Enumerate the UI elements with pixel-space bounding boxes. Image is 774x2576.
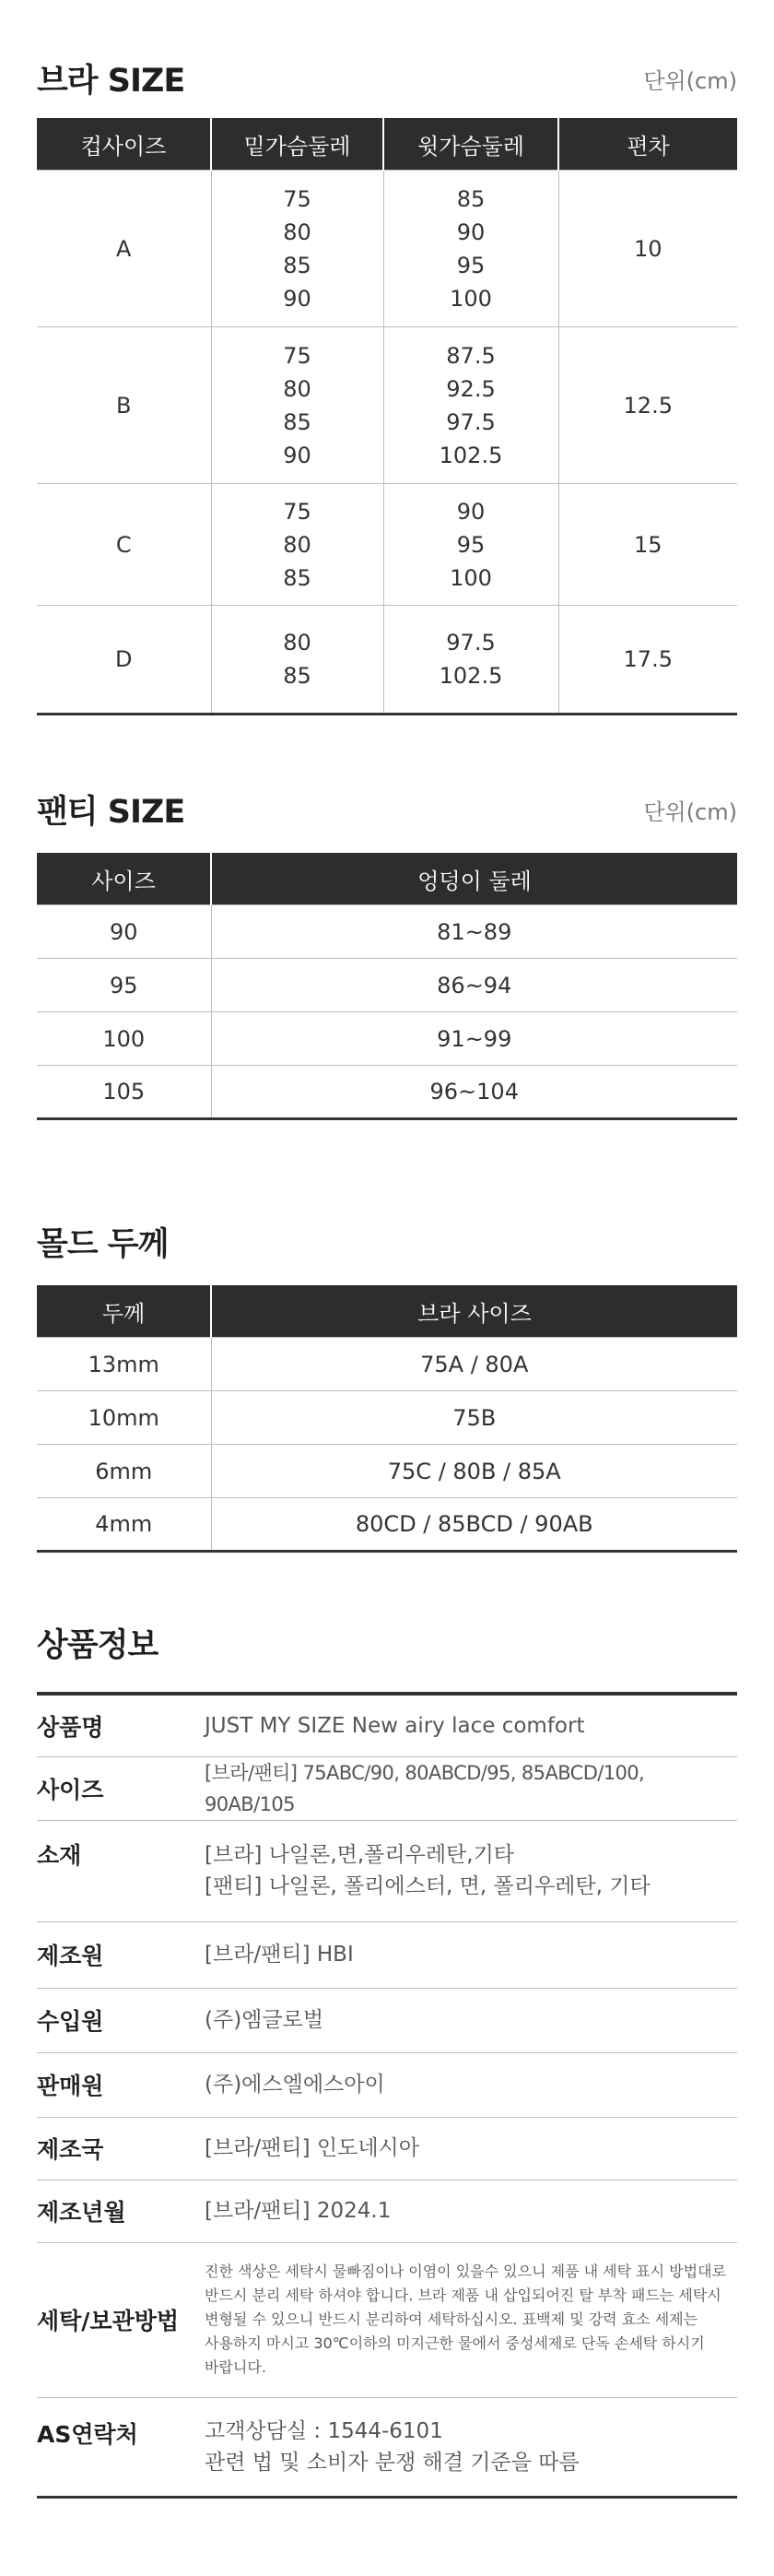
underbust-cell [211, 484, 383, 606]
underbust-cell [211, 171, 383, 327]
column-header: 두께 [37, 1285, 211, 1338]
bra-size-title: 브라 SIZE [37, 63, 185, 100]
info-line: (주)엠글로벌 [205, 2008, 324, 2032]
underbust-value: 75 [283, 498, 311, 525]
info-row [37, 2397, 737, 2497]
bra-size-cell: 75B [211, 1391, 737, 1445]
overbust-value: 90 [456, 498, 486, 525]
table-row [37, 1391, 737, 1445]
mold-table [37, 1285, 737, 1553]
overbust-value: 95 [456, 252, 486, 278]
info-line: [브라/팬티] HBI [205, 1943, 354, 1967]
hip-cell: 91~99 [211, 1012, 737, 1066]
table-row [37, 959, 737, 1012]
info-line: 변형될 수 있으니 반드시 분리하여 세탁하십시오. 표백제 및 강력 효소 세제는 [205, 2310, 698, 2328]
underbust-value: 90 [283, 442, 311, 468]
underbust-value: 75 [283, 342, 311, 369]
bra-size-section [37, 55, 737, 719]
product-info-table [37, 1692, 737, 2499]
info-line: 반드시 분리 세탁 하셔야 합니다. 브라 제품 내 삽입되어진 탈 부착 패드는 세탁시 [205, 2286, 721, 2304]
info-key: AS연락처 [37, 2397, 205, 2497]
table-row [37, 1012, 737, 1066]
column-header: 엉덩이 둘레 [211, 853, 737, 905]
bra-size-cell: 80CD / 85BCD / 90AB [211, 1498, 737, 1552]
info-row [37, 1756, 737, 1820]
mold-section [37, 1219, 737, 1569]
size-cell: 105 [37, 1066, 211, 1119]
table-row [37, 327, 737, 484]
info-key: 제조년월 [37, 2180, 205, 2242]
info-value [205, 1694, 737, 1756]
info-line: 고객상담실 : 1544-6101 [205, 2418, 443, 2443]
overbust-value: 102.5 [439, 442, 503, 468]
thickness-cell: 4mm [37, 1498, 211, 1552]
info-key: 제조국 [37, 2117, 205, 2180]
info-line: 진한 색상은 세탁시 물빠짐이나 이염이 있을수 있으니 제품 내 세탁 표시 방법대로 [205, 2263, 726, 2280]
info-key: 수입원 [37, 1988, 205, 2052]
info-line: (주)에스엘에스아이 [205, 2073, 385, 2097]
underbust-value: 85 [283, 252, 311, 278]
overbust-value: 95 [456, 531, 486, 558]
table-row [37, 484, 737, 606]
panty-size-section [37, 786, 737, 1137]
info-key: 소재 [37, 1820, 205, 1921]
hip-cell: 96~104 [211, 1066, 737, 1119]
column-header: 윗가슴둘레 [383, 118, 558, 171]
info-line: [브라] 나일론,면,폴리우레탄,기타 [205, 1843, 515, 1867]
difference-cell: 12.5 [558, 327, 737, 484]
underbust-value: 85 [283, 564, 311, 591]
underbust-value: 80 [283, 219, 311, 245]
table-row [37, 171, 737, 327]
info-line: [팬티] 나일론, 폴리에스터, 면, 폴리우레탄, 기타 [205, 1874, 651, 1898]
panty-size-table [37, 853, 737, 1120]
difference-cell: 10 [558, 171, 737, 327]
info-row [37, 2180, 737, 2242]
overbust-cell [383, 484, 558, 606]
column-header: 편차 [558, 118, 737, 171]
column-header: 컵사이즈 [37, 118, 211, 171]
info-line: [브라/팬티] 인도네시아 [205, 2136, 419, 2160]
info-row [37, 1820, 737, 1921]
overbust-cell [383, 171, 558, 327]
hip-cell: 86~94 [211, 959, 737, 1012]
underbust-cell [211, 606, 383, 715]
info-value [205, 1820, 737, 1921]
info-row [37, 2117, 737, 2180]
info-value [205, 1756, 737, 1820]
info-row [37, 2052, 737, 2117]
underbust-value: 85 [283, 408, 311, 435]
info-line: 바랍니다. [205, 2358, 266, 2376]
info-value [205, 2397, 737, 2497]
overbust-value: 87.5 [446, 342, 496, 369]
table-row [37, 1498, 737, 1552]
table-header-row [37, 1285, 737, 1338]
column-header: 밑가슴둘레 [211, 118, 383, 171]
info-key: 사이즈 [37, 1756, 205, 1820]
info-row [37, 2242, 737, 2397]
overbust-cell [383, 327, 558, 484]
overbust-value: 85 [456, 185, 486, 212]
cup-size-cell: D [37, 606, 211, 715]
underbust-value: 80 [283, 531, 311, 558]
overbust-value: 100 [450, 564, 492, 591]
overbust-cell [383, 606, 558, 715]
underbust-value: 85 [283, 663, 311, 689]
difference-cell: 15 [558, 484, 737, 606]
thickness-cell: 13mm [37, 1338, 211, 1391]
info-value [205, 2117, 737, 2180]
difference-cell: 17.5 [558, 606, 737, 715]
mold-title: 몰드 두께 [37, 1226, 169, 1263]
column-header: 브라 사이즈 [211, 1285, 737, 1338]
size-cell: 90 [37, 905, 211, 959]
info-row [37, 1921, 737, 1988]
info-line: JUST MY SIZE New airy lace comfort [205, 1713, 585, 1738]
info-row [37, 1694, 737, 1756]
table-row [37, 1066, 737, 1119]
column-header: 사이즈 [37, 853, 211, 905]
overbust-value: 100 [450, 285, 492, 312]
info-key: 판매원 [37, 2052, 205, 2117]
info-line: [브라/팬티] 2024.1 [205, 2199, 392, 2223]
overbust-value: 90 [456, 219, 486, 245]
info-value [205, 2180, 737, 2242]
info-value [205, 1921, 737, 1988]
bra-size-cell: 75A / 80A [211, 1338, 737, 1391]
bra-size-unit: 단위(cm) [643, 68, 737, 94]
info-value [205, 1988, 737, 2052]
thickness-cell: 6mm [37, 1445, 211, 1498]
cup-size-cell: A [37, 171, 211, 327]
hip-cell: 81~89 [211, 905, 737, 959]
info-value [205, 2242, 737, 2397]
overbust-value: 92.5 [446, 375, 496, 402]
info-key: 제조원 [37, 1921, 205, 1988]
info-line: 사용하지 마시고 30℃이하의 미지근한 물에서 중성세제로 단독 손세탁 하시기 [205, 2334, 705, 2352]
overbust-value: 97.5 [446, 630, 496, 656]
info-row [37, 1988, 737, 2052]
table-row [37, 905, 737, 959]
table-row [37, 1338, 737, 1391]
product-info-section [37, 1620, 737, 2505]
table-header-row [37, 853, 737, 905]
info-key: 상품명 [37, 1713, 104, 1741]
size-cell: 95 [37, 959, 211, 1012]
table-row [37, 1445, 737, 1498]
underbust-value: 90 [283, 285, 311, 312]
table-row [37, 606, 737, 715]
cup-size-cell: C [37, 484, 211, 606]
underbust-value: 75 [283, 185, 311, 212]
info-value [205, 2052, 737, 2117]
underbust-value: 80 [283, 375, 311, 402]
thickness-cell: 10mm [37, 1391, 211, 1445]
overbust-value: 102.5 [439, 663, 503, 689]
info-key: 세탁/보관방법 [37, 2242, 205, 2397]
info-line: 관련 법 및 소비자 분쟁 해결 기준을 따름 [205, 2450, 580, 2475]
size-cell: 100 [37, 1012, 211, 1066]
info-line: [브라/팬티] 75ABC/90, 80ABCD/95, 85ABCD/100, 90AB/105 [205, 1761, 645, 1815]
underbust-cell [211, 327, 383, 484]
overbust-value: 97.5 [446, 408, 496, 435]
underbust-value: 80 [283, 630, 311, 656]
cup-size-cell: B [37, 327, 211, 484]
panty-size-unit: 단위(cm) [643, 799, 737, 825]
bra-size-table [37, 118, 737, 715]
panty-size-title: 팬티 SIZE [37, 794, 185, 831]
product-info-title: 상품정보 [37, 1627, 158, 1664]
bra-size-cell: 75C / 80B / 85A [211, 1445, 737, 1498]
table-header-row [37, 118, 737, 171]
